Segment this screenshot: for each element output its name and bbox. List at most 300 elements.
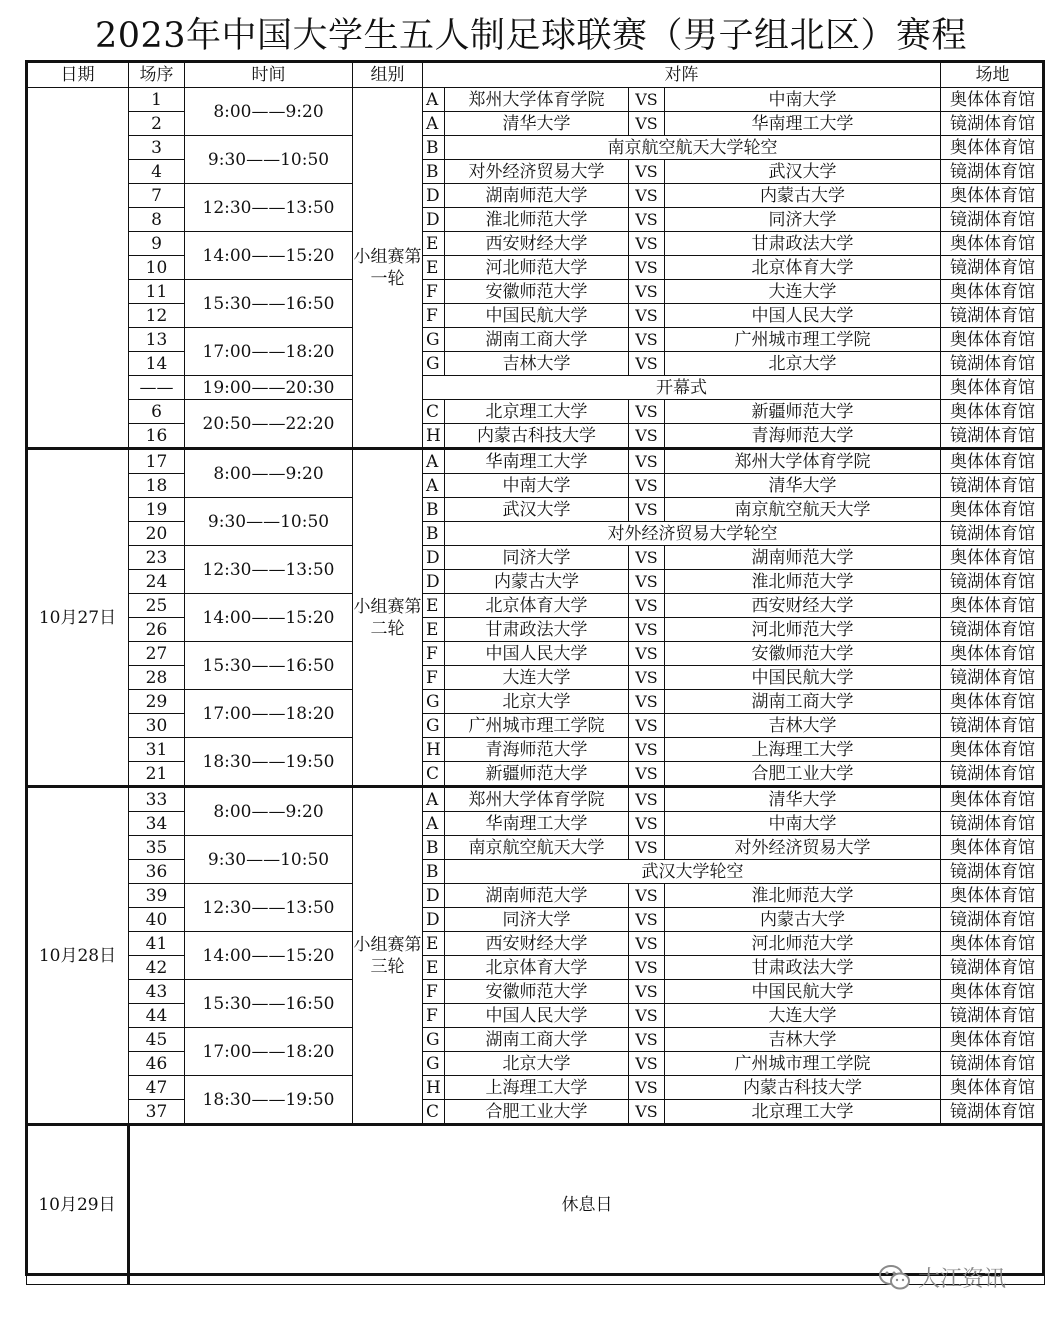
away-team: 淮北师范大学 <box>665 884 941 908</box>
venue: 奥体体育馆 <box>941 280 1045 304</box>
venue: 奥体体育馆 <box>941 932 1045 956</box>
match-seq: 2 <box>129 112 185 136</box>
match-row <box>27 1028 1045 1052</box>
group-letter: E <box>423 956 445 980</box>
round-label: 小组赛第二轮 <box>353 449 423 787</box>
match-seq: 31 <box>129 738 185 762</box>
group-letter: A <box>423 474 445 498</box>
group-letter: A <box>423 787 445 812</box>
home-team: 北京体育大学 <box>445 956 629 980</box>
match-seq: 37 <box>129 1100 185 1125</box>
match-seq: 40 <box>129 908 185 932</box>
away-team: 甘肃政法大学 <box>665 956 941 980</box>
time-slot: 18:30——19:50 <box>185 738 353 787</box>
vs-label: VS <box>629 1028 665 1052</box>
match-row <box>27 232 1045 256</box>
venue: 镜湖体育馆 <box>941 1004 1045 1028</box>
home-team: 武汉大学 <box>445 498 629 522</box>
match-seq: 30 <box>129 714 185 738</box>
home-team: 内蒙古科技大学 <box>445 424 629 449</box>
home-team: 对外经济贸易大学 <box>445 160 629 184</box>
time-slot: 12:30——13:50 <box>185 184 353 232</box>
vs-label: VS <box>629 570 665 594</box>
home-team: 清华大学 <box>445 112 629 136</box>
match-seq: 24 <box>129 570 185 594</box>
vs-label: VS <box>629 908 665 932</box>
home-team: 河北师范大学 <box>445 256 629 280</box>
match-row <box>27 1076 1045 1100</box>
match-seq: 36 <box>129 860 185 884</box>
match-seq: 16 <box>129 424 185 449</box>
group-letter: G <box>423 714 445 738</box>
home-team: 吉林大学 <box>445 352 629 376</box>
group-letter: F <box>423 642 445 666</box>
vs-label: VS <box>629 762 665 787</box>
group-letter: E <box>423 594 445 618</box>
group-letter: D <box>423 208 445 232</box>
match-row <box>27 280 1045 304</box>
header-date: 日期 <box>27 62 129 88</box>
vs-label: VS <box>629 474 665 498</box>
rest-day-date: 10月29日 <box>27 1125 129 1285</box>
match-row <box>27 136 1045 160</box>
vs-label: VS <box>629 812 665 836</box>
venue: 镜湖体育馆 <box>941 860 1045 884</box>
match-row <box>27 184 1045 208</box>
away-team: 华南理工大学 <box>665 112 941 136</box>
home-team: 上海理工大学 <box>445 1076 629 1100</box>
group-letter: G <box>423 1052 445 1076</box>
match-row <box>27 812 1045 836</box>
header-group: 组别 <box>353 62 423 88</box>
time-slot: 8:00——9:20 <box>185 449 353 498</box>
away-team: 北京大学 <box>665 352 941 376</box>
venue: 镜湖体育馆 <box>941 1100 1045 1125</box>
watermark-text: 大江资讯 <box>918 1267 1007 1292</box>
home-team: 中国人民大学 <box>445 642 629 666</box>
header-seq: 场序 <box>129 62 185 88</box>
header-time: 时间 <box>185 62 353 88</box>
away-team: 淮北师范大学 <box>665 570 941 594</box>
match-seq: 19 <box>129 498 185 522</box>
match-seq: 12 <box>129 304 185 328</box>
venue: 镜湖体育馆 <box>941 714 1045 738</box>
group-letter: A <box>423 812 445 836</box>
venue: 奥体体育馆 <box>941 738 1045 762</box>
venue: 奥体体育馆 <box>941 1028 1045 1052</box>
bye-label: 武汉大学轮空 <box>445 860 941 884</box>
away-team: 湖南工商大学 <box>665 690 941 714</box>
time-slot: 9:30——10:50 <box>185 836 353 884</box>
vs-label: VS <box>629 884 665 908</box>
group-letter: E <box>423 618 445 642</box>
vs-label: VS <box>629 1004 665 1028</box>
group-letter: G <box>423 690 445 714</box>
away-team: 甘肃政法大学 <box>665 232 941 256</box>
away-team: 河北师范大学 <box>665 618 941 642</box>
match-seq: 46 <box>129 1052 185 1076</box>
ceremony-label: 开幕式 <box>423 376 941 400</box>
venue: 镜湖体育馆 <box>941 522 1045 546</box>
venue: 镜湖体育馆 <box>941 908 1045 932</box>
page-title: 2023年中国大学生五人制足球联赛（男子组北区）赛程 <box>94 16 968 56</box>
venue: 奥体体育馆 <box>941 690 1045 714</box>
group-letter: D <box>423 184 445 208</box>
match-seq: 13 <box>129 328 185 352</box>
match-row <box>27 594 1045 618</box>
vs-label: VS <box>629 932 665 956</box>
match-row <box>27 932 1045 956</box>
match-row <box>27 666 1045 690</box>
vs-label: VS <box>629 738 665 762</box>
time-slot: 9:30——10:50 <box>185 136 353 184</box>
venue: 奥体体育馆 <box>941 642 1045 666</box>
match-seq: —— <box>129 376 185 400</box>
group-letter: D <box>423 908 445 932</box>
match-seq: 27 <box>129 642 185 666</box>
time-slot: 8:00——9:20 <box>185 88 353 136</box>
vs-label: VS <box>629 642 665 666</box>
schedule-table <box>26 61 1045 1285</box>
wechat-logo-icon <box>878 1263 912 1293</box>
away-team: 同济大学 <box>665 208 941 232</box>
match-seq: 42 <box>129 956 185 980</box>
home-team: 大连大学 <box>445 666 629 690</box>
match-row <box>27 787 1045 812</box>
away-team: 郑州大学体育学院 <box>665 449 941 474</box>
home-team: 同济大学 <box>445 908 629 932</box>
group-letter: G <box>423 1028 445 1052</box>
venue: 奥体体育馆 <box>941 88 1045 112</box>
group-letter: F <box>423 304 445 328</box>
match-row <box>27 570 1045 594</box>
home-team: 北京大学 <box>445 1052 629 1076</box>
home-team: 南京航空航天大学 <box>445 836 629 860</box>
home-team: 北京理工大学 <box>445 400 629 424</box>
time-slot: 15:30——16:50 <box>185 642 353 690</box>
match-seq: 39 <box>129 884 185 908</box>
match-row <box>27 376 1045 400</box>
away-team: 青海师范大学 <box>665 424 941 449</box>
header-row <box>27 62 1045 88</box>
match-seq: 21 <box>129 762 185 787</box>
group-letter: D <box>423 884 445 908</box>
venue: 镜湖体育馆 <box>941 812 1045 836</box>
vs-label: VS <box>629 618 665 642</box>
venue: 镜湖体育馆 <box>941 304 1045 328</box>
away-team: 对外经济贸易大学 <box>665 836 941 860</box>
match-seq: 23 <box>129 546 185 570</box>
group-letter: A <box>423 112 445 136</box>
venue: 奥体体育馆 <box>941 787 1045 812</box>
away-team: 吉林大学 <box>665 1028 941 1052</box>
home-team: 淮北师范大学 <box>445 208 629 232</box>
group-letter: C <box>423 400 445 424</box>
time-slot: 19:00——20:30 <box>185 376 353 400</box>
match-row <box>27 690 1045 714</box>
match-row <box>27 160 1045 184</box>
venue: 奥体体育馆 <box>941 136 1045 160</box>
match-seq: 41 <box>129 932 185 956</box>
venue: 镜湖体育馆 <box>941 618 1045 642</box>
home-team: 北京体育大学 <box>445 594 629 618</box>
venue: 镜湖体育馆 <box>941 352 1045 376</box>
group-letter: F <box>423 666 445 690</box>
vs-label: VS <box>629 1076 665 1100</box>
vs-label: VS <box>629 1052 665 1076</box>
venue: 奥体体育馆 <box>941 449 1045 474</box>
match-row <box>27 400 1045 424</box>
rest-day-label: 休息日 <box>129 1125 1045 1285</box>
time-slot: 14:00——15:20 <box>185 932 353 980</box>
venue: 奥体体育馆 <box>941 400 1045 424</box>
match-row <box>27 956 1045 980</box>
away-team: 中南大学 <box>665 812 941 836</box>
venue: 镜湖体育馆 <box>941 474 1045 498</box>
group-letter: A <box>423 449 445 474</box>
match-row <box>27 884 1045 908</box>
match-seq: 3 <box>129 136 185 160</box>
time-slot: 9:30——10:50 <box>185 498 353 546</box>
match-seq: 25 <box>129 594 185 618</box>
vs-label: VS <box>629 449 665 474</box>
home-team: 安徽师范大学 <box>445 980 629 1004</box>
home-team: 合肥工业大学 <box>445 1100 629 1125</box>
match-row <box>27 208 1045 232</box>
match-seq: 33 <box>129 787 185 812</box>
venue: 镜湖体育馆 <box>941 762 1045 787</box>
group-letter: F <box>423 280 445 304</box>
time-slot: 15:30——16:50 <box>185 980 353 1028</box>
match-row <box>27 714 1045 738</box>
watermark <box>878 1262 1006 1293</box>
vs-label: VS <box>629 424 665 449</box>
away-team: 湖南师范大学 <box>665 546 941 570</box>
time-slot: 15:30——16:50 <box>185 280 353 328</box>
away-team: 北京理工大学 <box>665 1100 941 1125</box>
match-row <box>27 352 1045 376</box>
home-team: 中南大学 <box>445 474 629 498</box>
group-letter: B <box>423 498 445 522</box>
home-team: 北京大学 <box>445 690 629 714</box>
group-letter: G <box>423 328 445 352</box>
away-team: 上海理工大学 <box>665 738 941 762</box>
home-team: 湖南工商大学 <box>445 328 629 352</box>
vs-label: VS <box>629 787 665 812</box>
away-team: 内蒙古大学 <box>665 184 941 208</box>
home-team: 青海师范大学 <box>445 738 629 762</box>
group-letter: H <box>423 738 445 762</box>
match-row <box>27 860 1045 884</box>
home-team: 郑州大学体育学院 <box>445 787 629 812</box>
away-team: 内蒙古科技大学 <box>665 1076 941 1100</box>
match-row <box>27 88 1045 112</box>
time-slot: 17:00——18:20 <box>185 690 353 738</box>
away-team: 广州城市理工学院 <box>665 1052 941 1076</box>
vs-label: VS <box>629 666 665 690</box>
venue: 镜湖体育馆 <box>941 1052 1045 1076</box>
group-letter: E <box>423 932 445 956</box>
home-team: 湖南工商大学 <box>445 1028 629 1052</box>
match-row <box>27 836 1045 860</box>
away-team: 中国民航大学 <box>665 980 941 1004</box>
group-letter: C <box>423 762 445 787</box>
match-seq: 10 <box>129 256 185 280</box>
match-seq: 47 <box>129 1076 185 1100</box>
bye-label: 南京航空航天大学轮空 <box>445 136 941 160</box>
away-team: 安徽师范大学 <box>665 642 941 666</box>
group-letter: B <box>423 522 445 546</box>
vs-label: VS <box>629 208 665 232</box>
venue: 镜湖体育馆 <box>941 424 1045 449</box>
time-slot: 17:00——18:20 <box>185 1028 353 1076</box>
bye-label: 对外经济贸易大学轮空 <box>445 522 941 546</box>
group-letter: B <box>423 860 445 884</box>
time-slot: 8:00——9:20 <box>185 787 353 836</box>
time-slot: 20:50——22:20 <box>185 400 353 449</box>
vs-label: VS <box>629 714 665 738</box>
away-team: 广州城市理工学院 <box>665 328 941 352</box>
away-team: 新疆师范大学 <box>665 400 941 424</box>
match-row <box>27 424 1045 449</box>
match-row <box>27 498 1045 522</box>
vs-label: VS <box>629 690 665 714</box>
group-letter: H <box>423 1076 445 1100</box>
venue: 奥体体育馆 <box>941 376 1045 400</box>
away-team: 清华大学 <box>665 474 941 498</box>
vs-label: VS <box>629 112 665 136</box>
time-slot: 18:30——19:50 <box>185 1076 353 1125</box>
match-seq: 8 <box>129 208 185 232</box>
match-row <box>27 1100 1045 1125</box>
away-team: 中国民航大学 <box>665 666 941 690</box>
match-seq: 4 <box>129 160 185 184</box>
group-letter: B <box>423 836 445 860</box>
match-seq: 35 <box>129 836 185 860</box>
venue: 镜湖体育馆 <box>941 112 1045 136</box>
match-seq: 45 <box>129 1028 185 1052</box>
vs-label: VS <box>629 546 665 570</box>
venue: 镜湖体育馆 <box>941 160 1045 184</box>
match-seq: 1 <box>129 88 185 112</box>
away-team: 清华大学 <box>665 787 941 812</box>
group-letter: E <box>423 256 445 280</box>
venue: 奥体体育馆 <box>941 980 1045 1004</box>
home-team: 西安财经大学 <box>445 932 629 956</box>
home-team: 内蒙古大学 <box>445 570 629 594</box>
match-seq: 43 <box>129 980 185 1004</box>
away-team: 合肥工业大学 <box>665 762 941 787</box>
away-team: 中南大学 <box>665 88 941 112</box>
day-date: 10月28日 <box>27 787 129 1125</box>
venue: 奥体体育馆 <box>941 328 1045 352</box>
venue: 镜湖体育馆 <box>941 208 1045 232</box>
away-team: 中国人民大学 <box>665 304 941 328</box>
time-slot: 12:30——13:50 <box>185 884 353 932</box>
match-row <box>27 1004 1045 1028</box>
home-team: 新疆师范大学 <box>445 762 629 787</box>
vs-label: VS <box>629 232 665 256</box>
venue: 奥体体育馆 <box>941 884 1045 908</box>
home-team: 中国民航大学 <box>445 304 629 328</box>
time-slot: 14:00——15:20 <box>185 594 353 642</box>
match-row <box>27 546 1045 570</box>
away-team: 内蒙古大学 <box>665 908 941 932</box>
home-team: 西安财经大学 <box>445 232 629 256</box>
venue: 镜湖体育馆 <box>941 256 1045 280</box>
match-row <box>27 112 1045 136</box>
match-row <box>27 474 1045 498</box>
away-team: 南京航空航天大学 <box>665 498 941 522</box>
match-seq: 28 <box>129 666 185 690</box>
header-match: 对阵 <box>423 62 941 88</box>
rest-day-row <box>27 1125 1045 1285</box>
match-row <box>27 738 1045 762</box>
venue: 奥体体育馆 <box>941 498 1045 522</box>
match-seq: 44 <box>129 1004 185 1028</box>
venue: 奥体体育馆 <box>941 594 1045 618</box>
match-row <box>27 618 1045 642</box>
vs-label: VS <box>629 400 665 424</box>
round-label: 小组赛第一轮 <box>353 88 423 449</box>
away-team: 大连大学 <box>665 280 941 304</box>
vs-label: VS <box>629 280 665 304</box>
venue: 奥体体育馆 <box>941 1076 1045 1100</box>
vs-label: VS <box>629 980 665 1004</box>
match-seq: 6 <box>129 400 185 424</box>
match-row <box>27 304 1045 328</box>
match-row <box>27 1052 1045 1076</box>
round-label: 小组赛第三轮 <box>353 787 423 1125</box>
match-row <box>27 980 1045 1004</box>
home-team: 中国人民大学 <box>445 1004 629 1028</box>
venue: 奥体体育馆 <box>941 546 1045 570</box>
match-row <box>27 908 1045 932</box>
vs-label: VS <box>629 956 665 980</box>
match-row <box>27 328 1045 352</box>
group-letter: D <box>423 570 445 594</box>
away-team: 北京体育大学 <box>665 256 941 280</box>
venue: 镜湖体育馆 <box>941 956 1045 980</box>
home-team: 湖南师范大学 <box>445 884 629 908</box>
venue: 奥体体育馆 <box>941 184 1045 208</box>
group-letter: G <box>423 352 445 376</box>
home-team: 广州城市理工学院 <box>445 714 629 738</box>
venue: 奥体体育馆 <box>941 836 1045 860</box>
match-seq: 18 <box>129 474 185 498</box>
venue: 镜湖体育馆 <box>941 570 1045 594</box>
time-slot: 17:00——18:20 <box>185 328 353 376</box>
vs-label: VS <box>629 160 665 184</box>
home-team: 甘肃政法大学 <box>445 618 629 642</box>
match-seq: 34 <box>129 812 185 836</box>
match-seq: 29 <box>129 690 185 714</box>
header-venue: 场地 <box>941 62 1045 88</box>
match-seq: 9 <box>129 232 185 256</box>
match-row <box>27 256 1045 280</box>
match-seq: 11 <box>129 280 185 304</box>
group-letter: H <box>423 424 445 449</box>
vs-label: VS <box>629 836 665 860</box>
home-team: 华南理工大学 <box>445 449 629 474</box>
match-row <box>27 762 1045 787</box>
venue: 奥体体育馆 <box>941 232 1045 256</box>
group-letter: D <box>423 546 445 570</box>
match-row <box>27 522 1045 546</box>
group-letter: B <box>423 136 445 160</box>
match-row <box>27 642 1045 666</box>
home-team: 郑州大学体育学院 <box>445 88 629 112</box>
